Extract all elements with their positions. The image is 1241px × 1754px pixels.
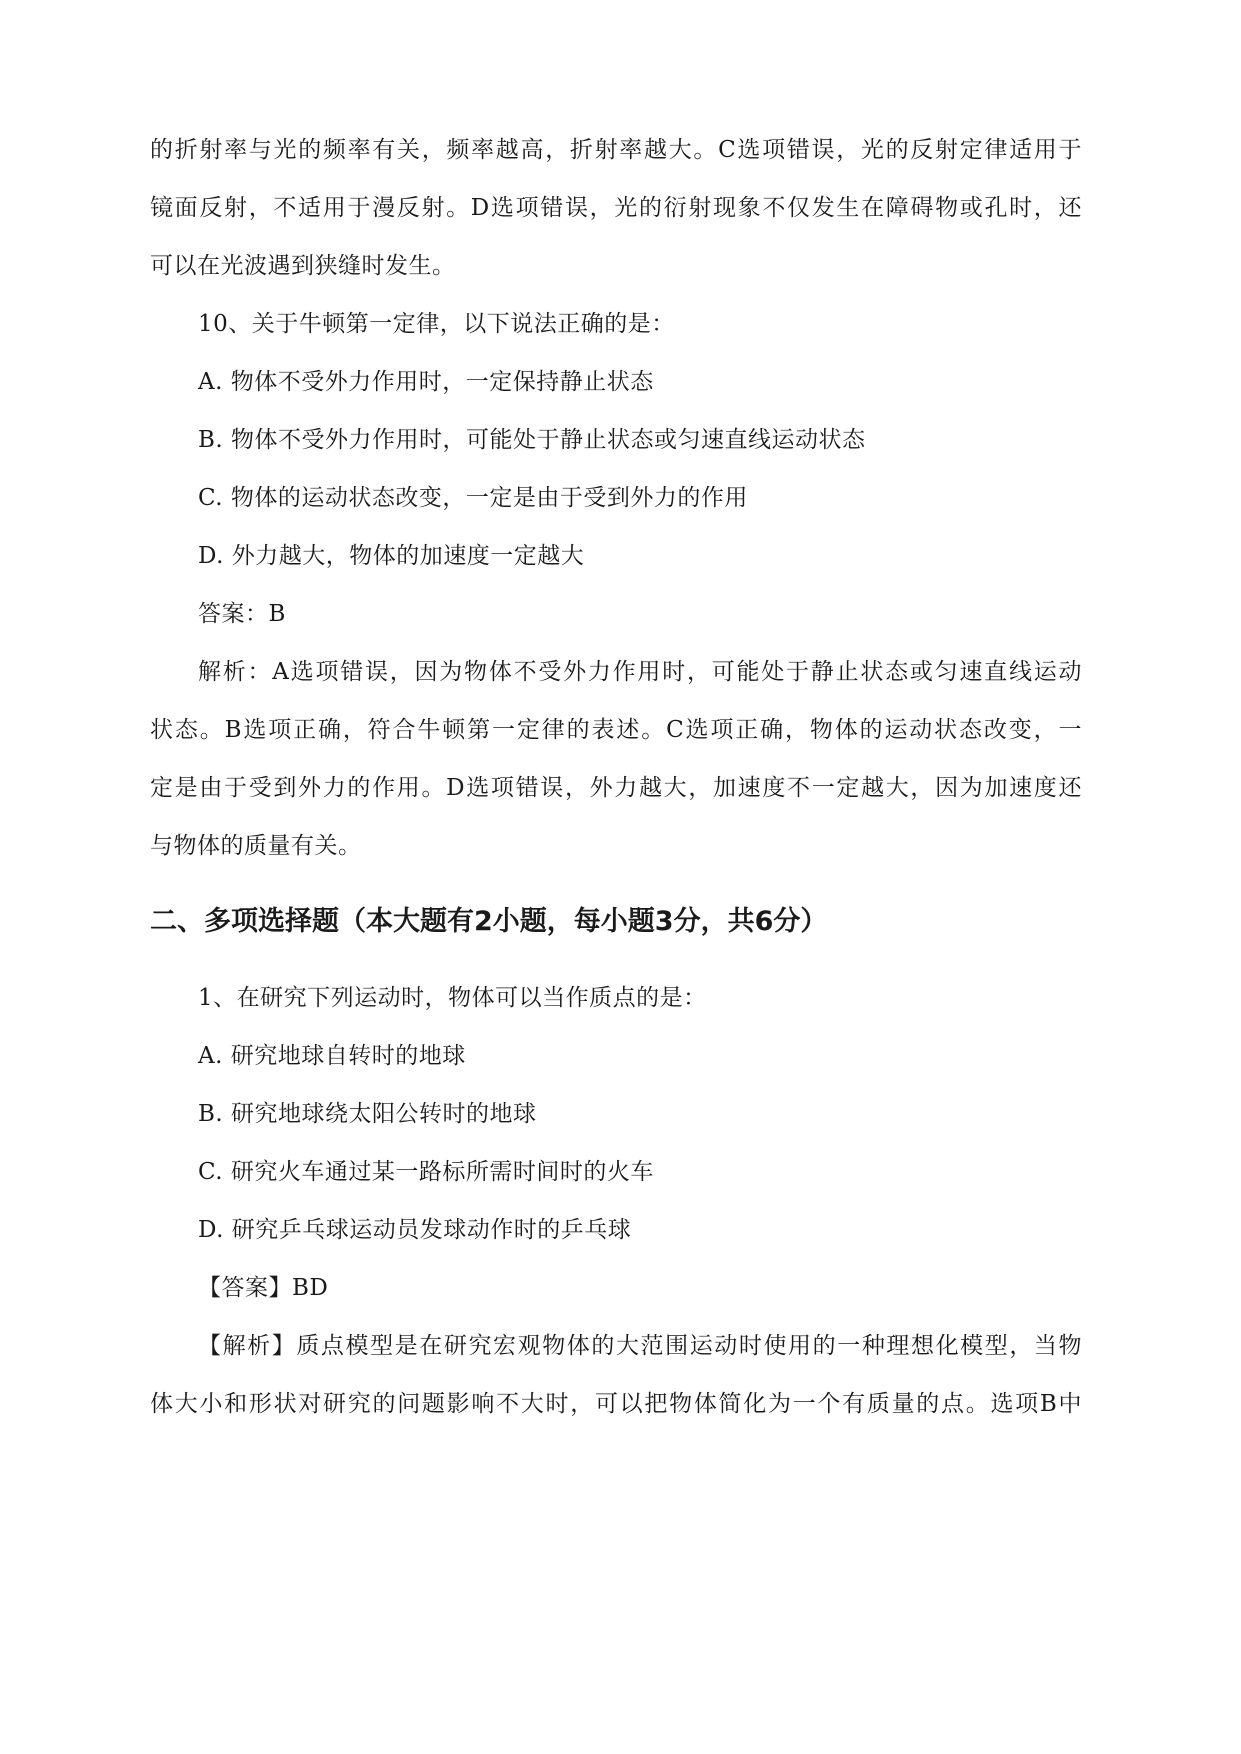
explanation-line: 解析：A选项错误，因为物体不受外力作用时，可能处于静止状态或匀速直线运动 xyxy=(198,659,1082,685)
section-heading: 二、多项选择题（本大题有2小题，每小题3分，共6分） xyxy=(150,906,828,937)
explanation-line: 状态。B选项正确，符合牛顿第一定律的表述。C选项正确，物体的运动状态改变，一 xyxy=(150,717,1082,743)
answer-line: 答案：B xyxy=(198,601,286,627)
explanation-line: 与物体的质量有关。 xyxy=(150,833,362,859)
explanation-line: 【解析】质点模型是在研究宏观物体的大范围运动时使用的一种理想化模型，当物 xyxy=(198,1333,1082,1359)
option-d: D. 研究乒乓球运动员发球动作时的乒乓球 xyxy=(198,1217,632,1243)
explanation-line: 体大小和形状对研究的问题影响不大时，可以把物体简化为一个有质量的点。选项B中 xyxy=(150,1391,1082,1417)
paragraph-line: 的折射率与光的频率有关，频率越高，折射率越大。C选项错误，光的反射定律适用于 xyxy=(150,137,1082,163)
option-c: C. 研究火车通过某一路标所需时间时的火车 xyxy=(198,1159,654,1185)
option-c: C. 物体的运动状态改变，一定是由于受到外力的作用 xyxy=(198,485,748,511)
option-d: D. 外力越大，物体的加速度一定越大 xyxy=(198,543,585,569)
option-b: B. 研究地球绕太阳公转时的地球 xyxy=(198,1101,537,1127)
paragraph-line: 可以在光波遇到狭缝时发生。 xyxy=(150,253,456,279)
answer-line: 【答案】BD xyxy=(198,1275,329,1301)
option-a: A. 研究地球自转时的地球 xyxy=(198,1043,466,1069)
question-stem: 10、关于牛顿第一定律，以下说法正确的是： xyxy=(198,311,675,337)
option-a: A. 物体不受外力作用时，一定保持静止状态 xyxy=(198,369,654,395)
explanation-line: 定是由于受到外力的作用。D选项错误，外力越大，加速度不一定越大，因为加速度还 xyxy=(150,775,1082,801)
option-b: B. 物体不受外力作用时，可能处于静止状态或匀速直线运动状态 xyxy=(198,427,866,453)
question-stem: 1、在研究下列运动时，物体可以当作质点的是： xyxy=(198,985,707,1011)
paragraph-line: 镜面反射，不适用于漫反射。D选项错误，光的衍射现象不仅发生在障碍物或孔时，还 xyxy=(150,195,1082,221)
